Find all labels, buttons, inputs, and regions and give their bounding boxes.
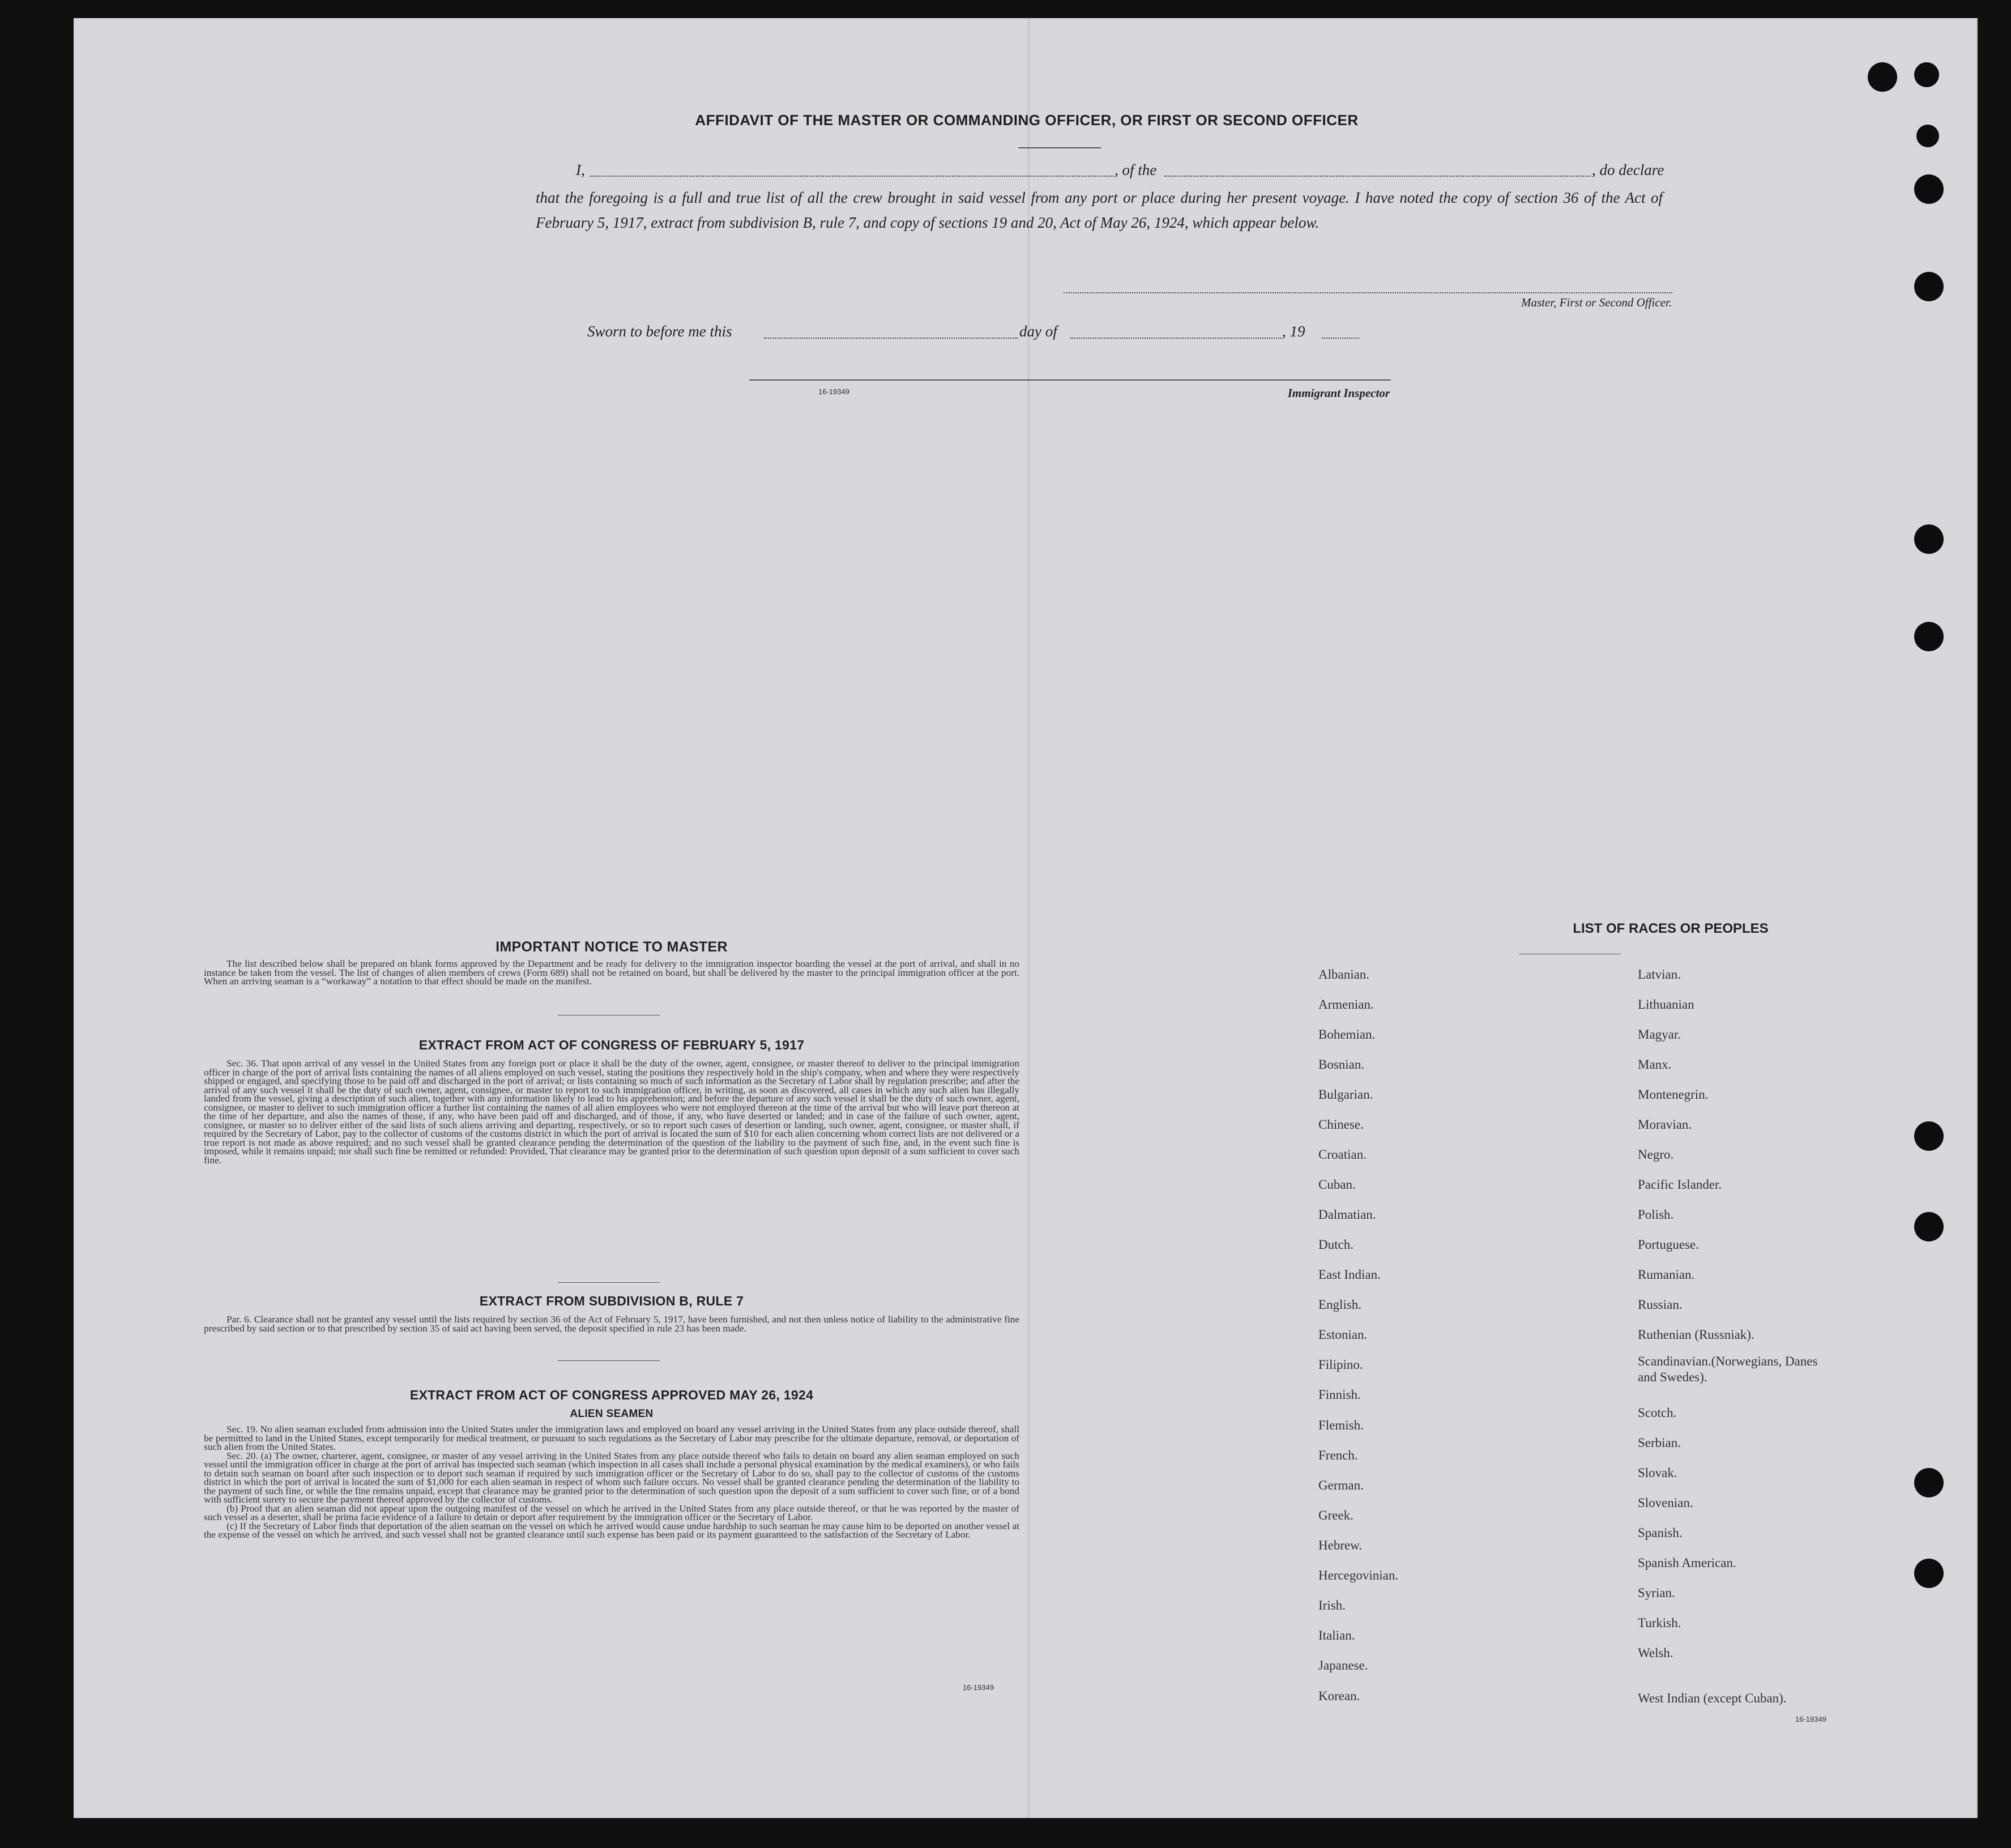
race-item: Chinese. [1318,1117,1364,1132]
punch-hole [1914,1559,1944,1588]
race-item: Polish. [1638,1207,1674,1222]
races-form-number: 16-19349 [1795,1715,1826,1723]
section-19-paragraph: Sec. 19. No alien seaman excluded from admission into the United States under the immigration laws and employed on board any vessel arriving in the United States from any place outside thereof, shall be permitted to land in the United States, except temporarily for medical treatment, or pursuant to such regulations as the Secretary of Labor may prescribe for the ultimate departure, removal, or deportation of such alien from the United States. [204,1424,1019,1452]
sworn-prefix: Sworn to before me this [587,323,732,340]
race-item: Ruthenian (Russniak). [1638,1328,1754,1342]
race-item: Lithuanian [1638,997,1694,1012]
punch-hole [1914,62,1939,87]
race-item: Slovak. [1638,1466,1677,1480]
race-item: Estonian. [1318,1328,1368,1342]
race-item: Scotch. [1638,1406,1677,1420]
name-blank[interactable] [590,176,1114,177]
section-20b-paragraph: (b) Proof that an alien seaman did not appear upon the outgoing manifest of the vessel on which he arrived in the United States from any place outside thereof, or that he was reported by the master of such vessel as a deserter, shall be prima facie evidence of a failure to detain or deport after requirement by the immigration officer or the Secretary of Labor. [204,1503,1019,1522]
punch-hole [1914,174,1944,204]
extract-form-number: 16-19349 [963,1683,994,1692]
vessel-blank[interactable] [1164,176,1591,177]
race-item: Russian. [1638,1298,1683,1312]
extract-rule7-title: EXTRACT FROM SUBDIVISION B, RULE 7 [479,1294,744,1308]
race-item: Filipino. [1318,1358,1363,1372]
sworn-date-blank[interactable] [764,338,1018,339]
affidavit-i: I, [576,161,585,178]
race-item: Welsh. [1638,1646,1673,1660]
race-item: Pacific Islander. [1638,1177,1722,1192]
race-item: Bulgarian. [1318,1087,1373,1102]
race-item: Armenian. [1318,997,1374,1012]
race-item: Korean. [1318,1689,1360,1703]
race-item: West Indian (except Cuban). [1638,1691,1787,1705]
section-20c-paragraph: (c) If the Secretary of Labor finds that deportation of the alien seaman on the vessel on which he arrived would cause undue hardship to such seaman he may cause him to be deported on another vessel at the expense of the vessel on which he arrived, and such vessel shall not be granted clearance until such expense has been paid or its payment guaranteed to the satisfaction of the Secretary of Labor. [204,1520,1019,1540]
section-20a-paragraph: Sec. 20. (a) The owner, charterer, agent, consignee, or master of any vessel arriving in the United States from any place outside thereof who fails to detain on board any alien seaman employed on such vessel until the immigration officer in charge at the port of arrival has inspected such seaman (which inspection in all cases shall include a personal physical examination by the medical examiners), or who fails to detain such seaman on board after such inspection or to deport such seaman if required by such immigration officer or the Secretary of Labor to do so, shall pay to the collector of customs of the customs district in which the port of arrival is located the sum of $1,000 for each alien seaman in respect of whom such failure occurs. No vessel shall be granted clearance pending the determination of the liability to the payment of such fine, or while the fine remains unpaid, except that clearance may be granted prior to the determination of such question upon the deposit of a sum sufficient to cover such fine, or of a bond with sufficient surety to secure the payment thereof approved by the collector of customs. [204,1450,1019,1505]
race-item: Flemish. [1318,1418,1364,1432]
race-item: Negro. [1638,1147,1674,1162]
race-item: Albanian. [1318,967,1370,981]
sworn-year-blank[interactable] [1322,338,1359,339]
race-item: Montenegrin. [1638,1087,1709,1102]
race-item: Bosnian. [1318,1057,1365,1072]
race-item: Slovenian. [1638,1496,1693,1510]
signature-blank[interactable] [1064,292,1672,293]
race-item: Manx. [1638,1057,1672,1072]
form-sheet [74,18,1978,1818]
race-item: Irish. [1318,1598,1346,1612]
race-item: Hercegovinian. [1318,1568,1399,1582]
race-item: English. [1318,1298,1362,1312]
race-item: Turkish. [1638,1616,1681,1630]
race-item: German. [1318,1478,1364,1492]
signature-label: Master, First or Second Officer. [1521,296,1672,309]
race-item: Italian. [1318,1628,1355,1642]
race-item: Hebrew. [1318,1538,1363,1552]
notice-text [204,959,1019,986]
divider [558,1282,660,1283]
race-item: Cuban. [1318,1177,1356,1192]
rule7-paragraph: Par. 6. Clearance shall not be granted any vessel until the lists required by section 36 of the Act of February 5, 1917, have been furnished, and not then unless notice of liability to the administrative fine prescribed by said section or to that prescribed by section 35 of said act having been served, the deposit specified in rule 23 has been made. [204,1314,1019,1334]
affidavit-of-the: , of the [1115,161,1157,178]
race-item: Dutch. [1318,1237,1354,1252]
extract-rule7-text [204,1315,1019,1333]
punch-hole [1868,62,1897,92]
punch-hole [1914,524,1944,554]
punch-hole [1916,125,1939,147]
race-item: Syrian. [1638,1586,1675,1600]
inspector-label: Immigrant Inspector [1287,386,1390,400]
center-fold [1028,18,1030,1818]
affidavit-declare: , do declare [1592,161,1664,178]
race-item: Japanese. [1318,1658,1368,1672]
race-item: Rumanian. [1638,1267,1695,1282]
race-item: Spanish. [1638,1526,1683,1540]
race-item-scandinavian: Scandinavian.(Norwegians, Danes and Swedes). [1638,1354,1818,1384]
race-item: Magyar. [1638,1027,1681,1042]
notice-paragraph: The list described below shall be prepared on blank forms approved by the Department and be ready for delivery to the immigration inspector boarding the vessel at the port of arrival, and shall in no instance be taken from the vessel. The list of changes of alien members of crews (Form 689) shall not be retained on board, but shall be delivered by the master to the principal immigration officer at the port. When an arriving seaman is a “workaway” a notation to that effect should be made on the manifest. [204,958,1019,987]
sworn-day-of: day of [1019,323,1057,340]
title-rule [1018,147,1101,148]
extract-1924-text [204,1425,1019,1539]
punch-hole [1914,1468,1944,1497]
extract-1924-title: EXTRACT FROM ACT OF CONGRESS APPROVED MAY 26, 1924 [409,1388,814,1402]
race-item: Dalmatian. [1318,1207,1376,1222]
inspector-line[interactable] [749,379,1391,381]
notice-title: IMPORTANT NOTICE TO MASTER [496,939,728,955]
extract-1917-title: EXTRACT FROM ACT OF CONGRESS OF FEBRUARY 5, 1917 [419,1038,805,1052]
divider [558,1360,660,1361]
race-item: Bohemian. [1318,1027,1376,1042]
race-item: Croatian. [1318,1147,1367,1162]
races-title: LIST OF RACES OR PEOPLES [1573,921,1769,936]
affidavit-form-number: 16-19349 [818,387,849,396]
section-36-paragraph: Sec. 36. That upon arrival of any vessel in the United States from any foreign port or place it shall be the duty of the owner, agent, consignee, or master thereof to deliver to the principal immigration officer in charge of the port of arrival lists containing the names of all aliens employed on such vessel, stating the positions they respectively hold in the ship's company, when and where they were respectively shipped or engaged, and specifying those to be paid off and discharged in the port of arrival; or lists containing so much of such information as the Secretary of Labor shall by regulation prescribe; and after the arrival of any such vessel it shall be the duty of such owner, agent, consignee, or master to report to such immigration officer, in writing, as soon as discovered, all cases in which any such alien has illegally landed from the vessel, giving a description of such alien, together with any information likely to lead to his apprehension; and before the departure of any such vessel it shall be the duty of such owner, agent, consignee, or master to deliver to such immigration officer a further list containing the names of all alien employees who were not employed thereon at the time of the arrival but who will leave port thereon at the time of her departure, and also the names of those, if any, who have been paid off and discharged, and of those, if any, who have deserted or landed; and in case of the failure of such owner, agent, consignee, or master so to deliver either of the said lists of such aliens arriving and departing, respectively, or so to report such cases of desertion or landing, such owner, agent, consignee, or master shall, if required by the Secretary of Labor, pay to the collector of customs of the customs district in which the port of arrival is located the sum of $10 for each alien concerning whom correct lists are not delivered or a true report is not made as above required; and no such vessel shall be granted clearance pending the determination of the question of the liability to the payment of such fine, and, in the event such fine is imposed, while it remains unpaid; nor shall such fine be remitted or refunded: Provided, That clearance may be granted prior to the determination of such question upon deposit of a sum sufficient to cover such fine. [204,1058,1019,1166]
race-item: East Indian. [1318,1267,1381,1282]
race-item: Greek. [1318,1508,1354,1522]
race-item: Moravian. [1638,1117,1692,1132]
punch-hole [1914,622,1944,651]
punch-hole [1914,1212,1944,1241]
affidavit-statement: that the foregoing is a full and true list of all the crew brought in said vessel from any port or place during her present voyage. I have noted the copy of section 36 of the Act of February 5, 1917, extract from subdivision B, rule 7, and copy of sections 19 and 20, Act of May 26, 1924, which appear below. [536,189,1663,231]
race-item: French. [1318,1448,1358,1462]
sworn-year: , 19 [1282,323,1305,340]
punch-hole [1914,272,1944,301]
race-item: Serbian. [1638,1436,1681,1450]
punch-hole [1914,1121,1944,1151]
race-item: Latvian. [1638,967,1681,981]
race-item: Finnish. [1318,1388,1361,1402]
alien-seamen-subtitle: ALIEN SEAMEN [570,1408,654,1420]
race-item: Spanish American. [1638,1556,1736,1570]
extract-1917-text [204,1059,1019,1164]
affidavit-title: AFFIDAVIT OF THE MASTER OR COMMANDING OFFICER, OR FIRST OR SECOND OFFICER [695,112,1359,129]
race-item: Portuguese. [1638,1237,1699,1252]
sworn-month-blank[interactable] [1070,338,1282,339]
